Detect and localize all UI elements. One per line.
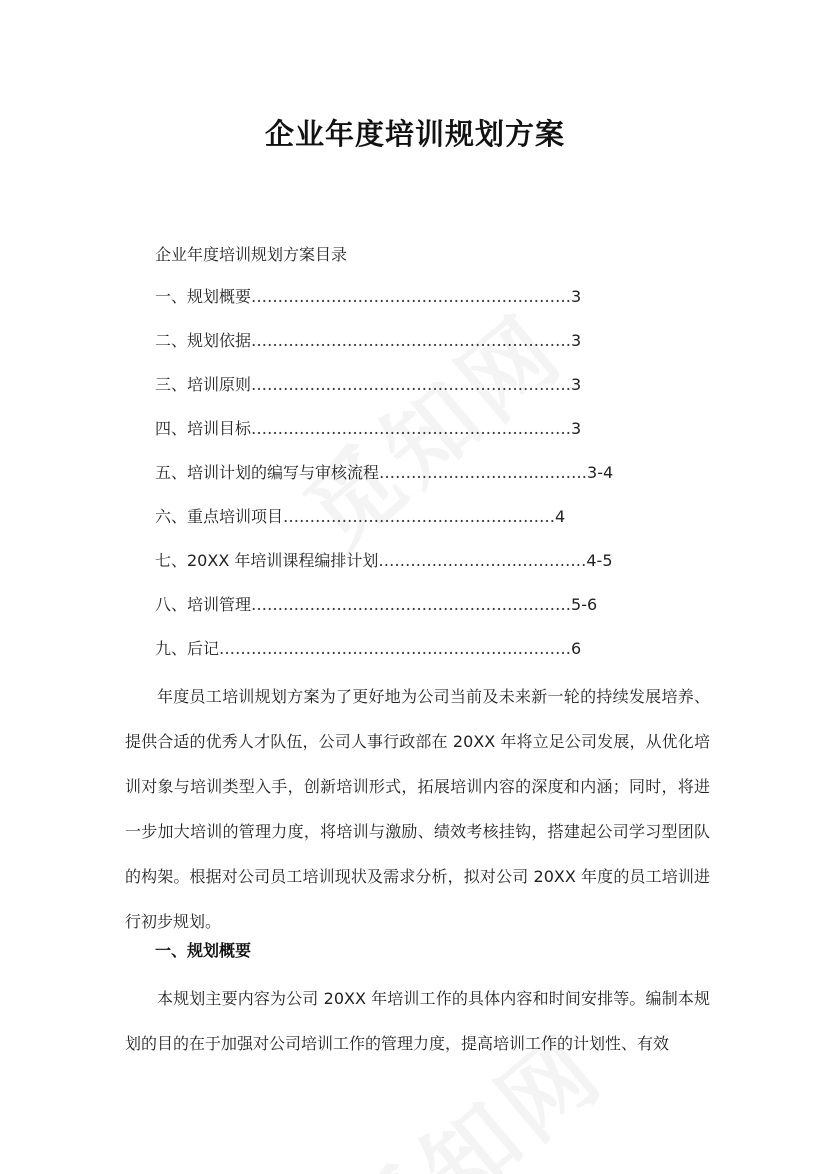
toc-item-page: 3: [571, 331, 582, 350]
toc-heading: 企业年度培训规划方案目录: [155, 245, 348, 264]
toc-item-label: 九、后记: [155, 639, 220, 658]
toc-item: [155, 551, 613, 595]
toc-item-page: 6: [571, 639, 582, 658]
toc-item-label: 五、培训计划的编写与审核流程: [155, 463, 380, 482]
toc-item-page: 3: [571, 287, 582, 306]
toc-item-page: 3-4: [587, 463, 614, 482]
document-title: 企业年度培训规划方案: [264, 117, 565, 151]
toc-leader-dots: …………………………………: [378, 551, 587, 570]
toc-leader-dots: ……………………………………………: [283, 507, 556, 526]
toc-item-label: 六、重点培训项目: [155, 507, 284, 526]
toc-item-label: 七、20XX 年培训课程编排计划: [155, 551, 379, 570]
toc-item: [155, 419, 613, 463]
toc-item-label: 四、培训目标: [155, 419, 252, 438]
toc-leader-dots: ……………………………………………………: [251, 419, 572, 438]
toc-leader-dots: …………………………………………………………: [219, 639, 572, 658]
toc-item-label: 一、规划概要: [155, 287, 252, 306]
toc-item-page: 3: [571, 375, 582, 394]
toc-item-page: 4: [555, 507, 566, 526]
toc-item: [155, 507, 613, 551]
toc-leader-dots: …………………………………: [379, 463, 588, 482]
intro-paragraph: 年度员工培训规划方案为了更好地为公司当前及未来新一轮的持续发展培养、提供合适的优秀人才队伍，公司人事行政部在 20XX 年将立足公司发展，从优化培训对象与培训类型入手，创新培训形式，拓展培训内容的深度和内涵；同时，将进一步加大培训的管理力度，将培训与激励、绩效考核挂钩，搭建起公司学习型团队的构架。根据对公司员工培训现状及需求分析，拟对公司 20XX 年度的员工培训进行初步规划。: [125, 687, 710, 931]
section-paragraph: 本规划主要内容为公司 20XX 年培训工作的具体内容和时间安排等。编制本规划的目的在于加强对公司培训工作的管理力度，提高培训工作的计划性、有效: [125, 989, 710, 1053]
toc-item-label: 二、规划依据: [155, 331, 252, 350]
section-heading: 一、规划概要: [155, 941, 252, 960]
toc-leader-dots: ……………………………………………………: [251, 595, 572, 614]
toc-item-page: 5-6: [571, 595, 598, 614]
toc-item: [155, 595, 613, 639]
toc-item: [155, 375, 613, 419]
toc-item-label: 三、培训原则: [155, 375, 252, 394]
toc-leader-dots: ……………………………………………………: [251, 331, 572, 350]
table-of-contents: [155, 287, 613, 683]
toc-item: [155, 287, 613, 331]
toc-leader-dots: ……………………………………………………: [251, 287, 572, 306]
toc-item: [155, 463, 613, 507]
toc-item-page: 3: [571, 419, 582, 438]
toc-item-page: 4-5: [586, 551, 613, 570]
toc-leader-dots: ……………………………………………………: [251, 375, 572, 394]
toc-item: [155, 331, 613, 375]
toc-item-label: 八、培训管理: [155, 595, 252, 614]
